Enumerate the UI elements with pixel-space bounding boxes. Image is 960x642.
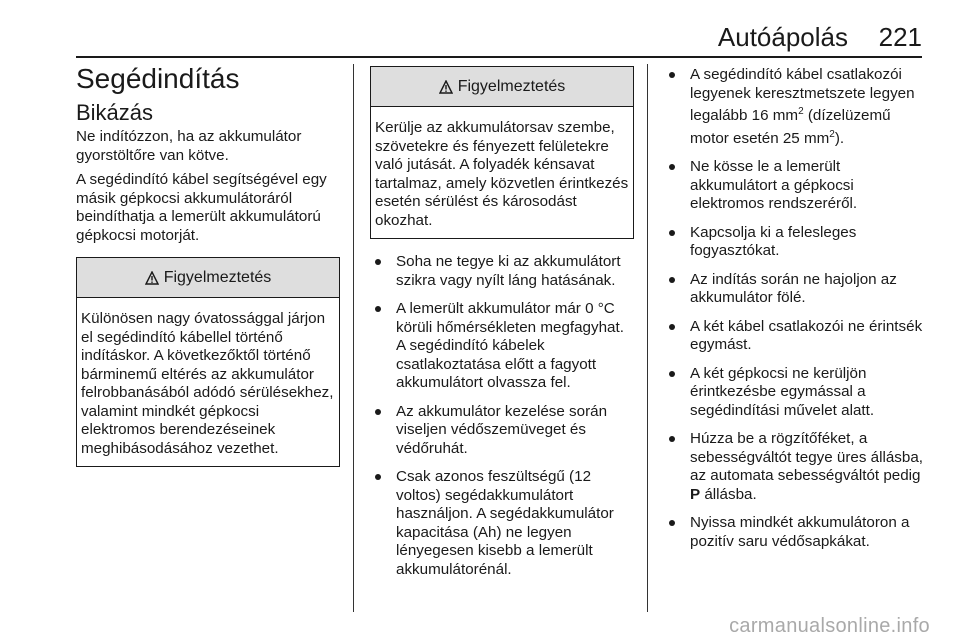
page-number: 221: [878, 22, 922, 52]
precautions-list: [370, 253, 634, 579]
list-item: Ne kösse le a lemerült akkumulátort a gépkocsi elektromos rendszeréről.: [664, 158, 930, 214]
watermark: carmanualsonline.info: [729, 615, 930, 637]
section-subtitle: Bikázás: [76, 100, 154, 125]
page-header: [0, 22, 960, 56]
list-item: Csak azonos feszültségű (12 voltos) segédakkumulátort használjon. A segédakkumulátor kapacitása (Ah) ne legyen lényegesen kisebb a lemerült akkumulátorénál.: [370, 468, 634, 579]
column-divider-2: [647, 64, 648, 612]
warning-heading: Figyelmeztetés: [457, 77, 566, 95]
list-item: Kapcsolja ki a felesleges fogyasztókat.: [664, 224, 930, 261]
column-2: [370, 62, 634, 589]
list-item: Nyissa mindkét akkumulátoron a pozitív saru védősapkákat.: [664, 514, 930, 551]
header-title: Autóápolás: [717, 22, 848, 52]
section-title: Segédindítás: [76, 63, 240, 94]
header-rule: [76, 56, 922, 58]
column-3: [664, 62, 930, 561]
warning-header: [77, 258, 339, 298]
warning-text: Kerülje az akkumulátorsav szembe, szövetekre és fényezett felületekre való jutását. A folyadék kénsavat tartalmaz, amely közvetlen érintkezés esetén sérülést és károsodást okozhat.: [375, 119, 629, 229]
list-item: A két kábel csatlakozói ne érintsék egymást.: [664, 318, 930, 355]
column-divider-1: [353, 64, 354, 612]
list-item: Húzza be a rögzítőféket, a sebességváltót tegye üres állásba, az automata sebességváltót pedig P állásba.: [664, 430, 930, 504]
list-item: A két gépkocsi ne kerüljön érintkezésbe egymással a segédindítási művelet alatt.: [664, 365, 930, 421]
list-item: A segédindító kábel csatlakozói legyenek keresztmetszete legyen legalább 16 $mm^2$ (dízelüzemű motor esetén 25 $mm^2$).: [664, 66, 930, 148]
intro-paragraph-2: A segédindító kábel segítségével egy másik gépkocsi akkumulátoráról beindíthatja a lemerült akkumulátorú gépkocsi motorját.: [76, 171, 327, 244]
steps-list: [664, 66, 930, 551]
warning-box-1: [76, 257, 340, 467]
warning-heading: Figyelmeztetés: [163, 268, 272, 286]
warning-box-2: [370, 66, 634, 239]
list-item: Az akkumulátor kezelése során viseljen védőszemüveget és védőruhát.: [370, 403, 634, 459]
column-1: [76, 62, 340, 477]
list-item: A lemerült akkumulátor már 0 °C körüli hőmérsékleten megfagyhat. A segédindító kábelek csatlakoztatása előtt a fagyott akkumulátort olvassza fel.: [370, 300, 634, 393]
warning-triangle-icon: [145, 271, 159, 285]
warning-text: Különösen nagy óvatossággal járjon el segédindító kábellel történő indításkor. A következőktől történő bárminemű eltérés az akkumulátor felrobbanásából adódó sérülésekhez, valamint mindkét gépkocsi elektromos berendezéseinek meghibásodásához vezethet.: [81, 310, 334, 457]
list-item: Az indítás során ne hajoljon az akkumulátor fölé.: [664, 271, 930, 308]
intro-paragraph-1: Ne indítózzon, ha az akkumulátor gyorstöltőre van kötve.: [76, 128, 302, 164]
warning-header: [371, 67, 633, 107]
list-item: Soha ne tegye ki az akkumulátort szikra vagy nyílt láng hatásának.: [370, 253, 634, 290]
warning-triangle-icon: [439, 80, 453, 94]
